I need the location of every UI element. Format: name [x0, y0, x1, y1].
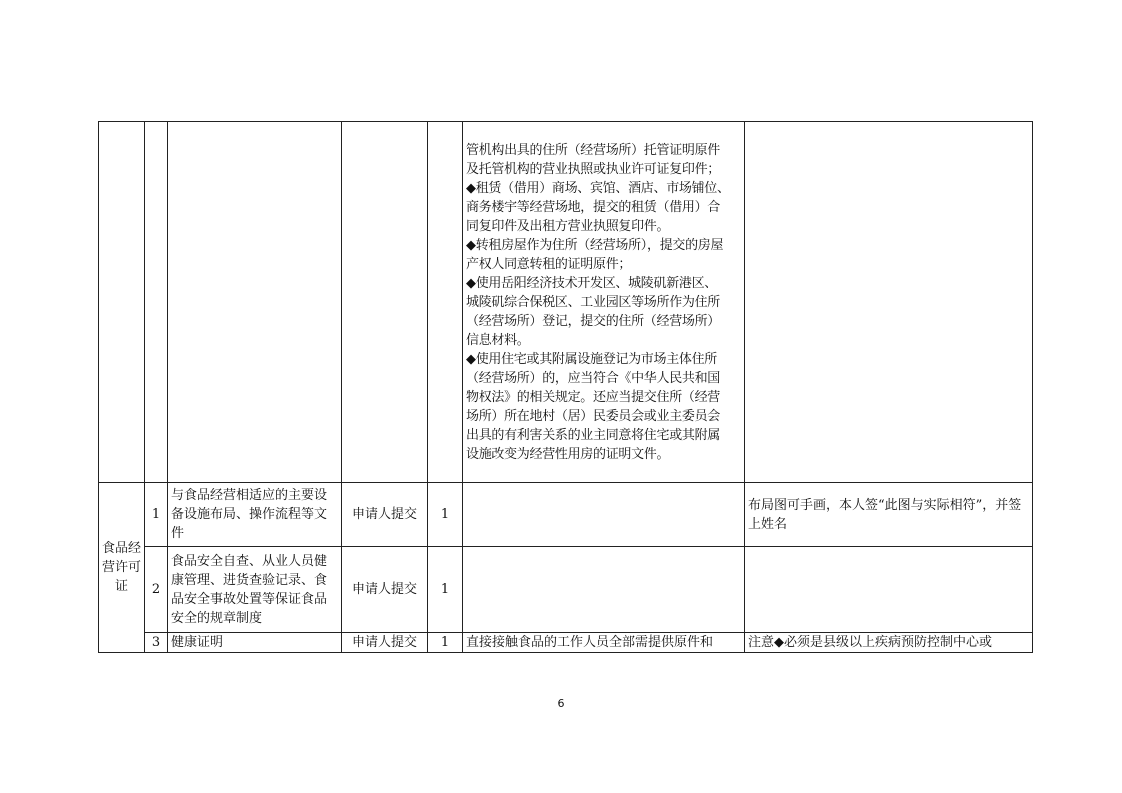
requirement-line: ◆使用岳阳经济技术开发区、城陵矶新港区、: [466, 275, 717, 291]
requirement-line: ◆使用住宅或其附属设施登记为市场主体住所: [466, 351, 717, 367]
category-cell-empty: [99, 122, 145, 483]
number-cell-empty: [145, 122, 168, 483]
requirement-text: [463, 483, 745, 547]
requirement-line: ◆转租房屋作为住所（经营场所），提交的房屋: [466, 237, 724, 253]
material-source: 申请人提交: [342, 547, 428, 633]
requirement-line: 物权法》的相关规定。还应当提交住所（经营: [466, 389, 721, 405]
material-source: 申请人提交: [342, 633, 428, 653]
table-row: [99, 633, 1033, 653]
row-number: 3: [145, 633, 168, 653]
material-name: 食品安全自查、从业人员健康管理、进货查验记录、食品安全事故处置等保证食品安全的规章制度: [168, 547, 342, 633]
table-row: [99, 483, 1033, 547]
category-cell: 食品经营许可证: [99, 483, 145, 653]
requirement-line: 出具的有利害关系的业主同意将住宅或其附属: [466, 427, 721, 443]
notes-text: 布局图可手画，本人签“此图与实际相符”，并签上姓名: [745, 483, 1033, 547]
requirement-text: [463, 547, 745, 633]
requirement-cell: [463, 122, 745, 483]
copies-cell-empty: [428, 122, 463, 483]
notes-cell-empty: [745, 122, 1033, 483]
copies-count: 1: [428, 547, 463, 633]
requirement-line: 信息材料。: [466, 332, 530, 348]
requirement-line: （经营场所）的，应当符合《中华人民共和国: [466, 370, 721, 386]
notes-text: 注意◆必须是县级以上疾病预防控制中心或: [745, 633, 1033, 653]
material-name: 与食品经营相适应的主要设备设施布局、操作流程等文件: [168, 483, 342, 547]
page-number: 6: [557, 697, 565, 710]
requirement-line: 管机构出具的住所（经营场所）托管证明原件: [466, 142, 721, 158]
notes-text: [745, 547, 1033, 633]
continuation-row: [99, 122, 1033, 483]
requirement-line: （经营场所）登记，提交的住所（经营场所）: [466, 313, 721, 329]
requirement-line: ◆租赁（借用）商场、宾馆、酒店、市场铺位、: [466, 180, 730, 196]
row-number: 1: [145, 483, 168, 547]
material-name: 健康证明: [168, 633, 342, 653]
requirement-text: 直接接触食品的工作人员全部需提供原件和: [463, 633, 745, 653]
requirement-line: 及托管机构的营业执照或执业许可证复印件；: [466, 161, 721, 177]
source-cell-empty: [342, 122, 428, 483]
requirement-line: 同复印件及出租方营业执照复印件。: [466, 218, 670, 234]
materials-table: [98, 121, 1033, 653]
table-row: [99, 547, 1033, 633]
copies-count: 1: [428, 483, 463, 547]
requirement-line: 产权人同意转租的证明原件；: [466, 256, 632, 272]
requirement-line: 商务楼宇等经营场地，提交的租赁（借用）合: [466, 199, 721, 215]
row-number: 2: [145, 547, 168, 633]
copies-count: 1: [428, 633, 463, 653]
requirement-line: 城陵矶综合保税区、工业园区等场所作为住所: [466, 294, 721, 310]
material-source: 申请人提交: [342, 483, 428, 547]
requirement-line: 场所）所在地村（居）民委员会或业主委员会: [466, 408, 721, 424]
material-cell-empty: [168, 122, 342, 483]
requirement-line: 设施改变为经营性用房的证明文件。: [466, 446, 670, 462]
